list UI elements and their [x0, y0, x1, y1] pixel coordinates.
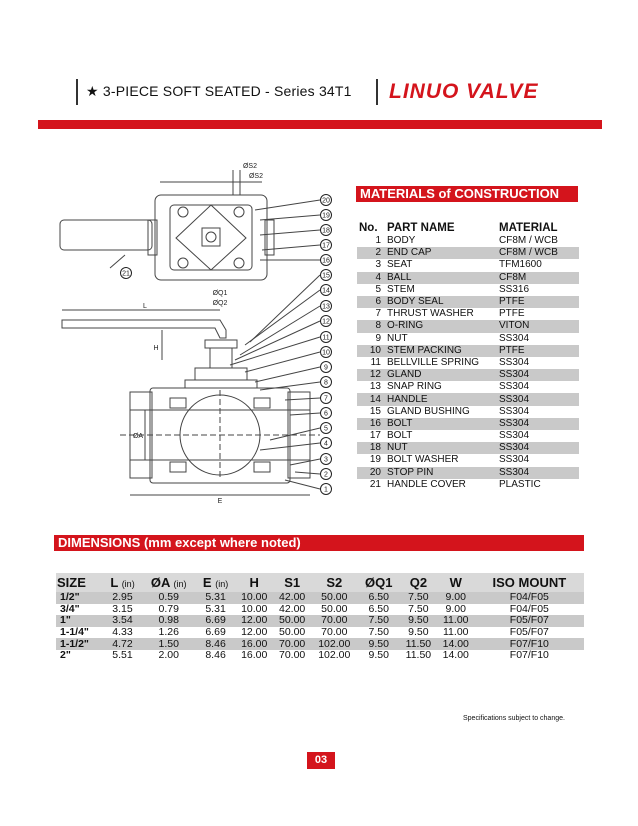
- part-material: PLASTIC: [499, 478, 541, 490]
- dim-cell: 2.95: [104, 592, 142, 604]
- svg-text:9: 9: [324, 364, 328, 372]
- dim-cell: 12.00: [241, 626, 268, 639]
- svg-text:17: 17: [322, 242, 330, 250]
- part-material: CF8M / WCB: [499, 235, 558, 247]
- dim-col-label: SIZE: [57, 575, 86, 590]
- dim-cell: 50.00: [279, 626, 306, 639]
- dim-cell: 50.00: [321, 602, 348, 615]
- dim-cell: 70.00: [321, 626, 348, 639]
- size-cell: 1-1/2": [56, 638, 104, 650]
- dim-cell: F05/F07: [475, 615, 584, 627]
- dim-col-header: [56, 573, 104, 592]
- part-name: STEM PACKING: [385, 345, 497, 357]
- dim-cell: 16.00: [235, 638, 273, 650]
- part-name: BOLT: [385, 418, 497, 430]
- dim-col-header: [400, 573, 437, 592]
- svg-text:18: 18: [322, 227, 330, 235]
- dim-cell: 9.00: [437, 592, 475, 604]
- part-name: SEAT: [387, 259, 413, 271]
- materials-heading: MATERIALS of CONSTRUCTION: [356, 186, 578, 202]
- svg-text:15: 15: [322, 272, 330, 280]
- part-material: VITON: [497, 320, 579, 332]
- dim-cell: 0.59: [142, 592, 196, 604]
- table-row: [357, 247, 579, 259]
- part-material: CF8M: [497, 272, 579, 284]
- dim-cell: 11.00: [437, 615, 475, 627]
- part-material: PTFE: [497, 345, 579, 357]
- part-material: SS304: [497, 467, 579, 479]
- dim-col-header: [273, 573, 311, 592]
- dimensions-table: [56, 573, 584, 662]
- dim-col-header: [142, 573, 196, 592]
- part-number: 5: [375, 283, 381, 295]
- dim-cell: 1.26: [158, 626, 179, 639]
- dim-col-header: [357, 573, 400, 592]
- dim-col-label: H: [249, 575, 259, 590]
- dim-cell: 70.00: [273, 638, 311, 650]
- part-number: 2: [357, 247, 385, 259]
- materials-header-row: [357, 220, 579, 235]
- brand-logo: LINUO VALVE: [389, 80, 539, 103]
- dim-cell: 11.50: [405, 649, 432, 662]
- svg-text:4: 4: [324, 440, 328, 448]
- part-material: SS304: [497, 369, 579, 381]
- dim-cell: F04/F05: [509, 602, 549, 615]
- dim-col-label: S2: [326, 575, 343, 590]
- part-number: 15: [369, 405, 381, 417]
- dim-cell: 3.54: [104, 615, 142, 627]
- dim-cell: 3.15: [112, 602, 133, 615]
- dim-cell: 12.00: [235, 615, 273, 627]
- part-name: BOLT: [387, 430, 413, 442]
- dim-cell: 0.79: [158, 602, 179, 615]
- svg-text:10: 10: [322, 349, 330, 357]
- dim-cell: 42.00: [279, 602, 306, 615]
- table-row: [357, 235, 579, 247]
- part-material: SS304: [499, 381, 530, 393]
- dimensions-header-row: [56, 573, 584, 592]
- dim-cell: 9.00: [445, 602, 466, 615]
- valve-technical-drawing: [50, 160, 350, 505]
- dim-cell: F07/F10: [509, 649, 549, 662]
- svg-text:L: L: [143, 303, 147, 310]
- table-row: [357, 333, 579, 345]
- table-row: [357, 345, 579, 357]
- table-row: [56, 615, 584, 627]
- part-name: HANDLE COVER: [387, 478, 466, 490]
- dim-cell: 70.00: [311, 615, 357, 627]
- part-name: SNAP RING: [387, 381, 442, 393]
- table-row: [357, 259, 579, 271]
- part-number: 4: [357, 272, 385, 284]
- header-divider-left: [76, 79, 78, 105]
- part-name: END CAP: [385, 247, 497, 259]
- table-row: [357, 369, 579, 381]
- col-material: MATERIAL: [499, 221, 558, 234]
- part-name: BALL: [385, 272, 497, 284]
- dim-cell: 5.31: [196, 592, 235, 604]
- part-name: BODY SEAL: [385, 296, 497, 308]
- dim-cell: 0.98: [142, 615, 196, 627]
- part-number: 6: [357, 296, 385, 308]
- part-number: 14: [357, 393, 385, 405]
- dim-cell: 10.00: [241, 602, 268, 615]
- dim-cell: 2.00: [158, 649, 179, 662]
- part-material: SS304: [499, 454, 530, 466]
- part-material: SS316: [499, 283, 530, 295]
- svg-text:6: 6: [324, 410, 328, 418]
- svg-text:14: 14: [322, 287, 330, 295]
- svg-text:E: E: [217, 498, 223, 505]
- dim-col-header: [311, 573, 357, 592]
- svg-text:ØQ2: ØQ2: [212, 300, 228, 307]
- part-material: SS304: [497, 393, 579, 405]
- dim-cell: 9.50: [400, 615, 437, 627]
- svg-text:20: 20: [322, 197, 330, 205]
- col-no: No.: [359, 221, 378, 234]
- dim-col-header: [196, 573, 235, 592]
- part-number: 7: [375, 308, 381, 320]
- part-number: 8: [357, 320, 385, 332]
- dim-cell: 6.69: [205, 626, 226, 639]
- table-row: [357, 308, 579, 320]
- table-row: [56, 638, 584, 650]
- svg-text:13: 13: [322, 303, 330, 311]
- part-material: PTFE: [499, 308, 525, 320]
- dim-cell: F04/F05: [475, 592, 584, 604]
- dim-col-label: ØA: [150, 575, 170, 590]
- dim-cell: 9.50: [408, 626, 429, 639]
- part-number: 17: [369, 430, 381, 442]
- dim-col-unit: (in): [121, 579, 135, 589]
- dim-col-label: Q2: [409, 575, 428, 590]
- part-name: STEM: [387, 283, 415, 295]
- dim-col-unit: (in): [173, 579, 187, 589]
- part-material: SS304: [497, 418, 579, 430]
- size-cell: 2": [60, 649, 71, 662]
- dim-col-label: S1: [284, 575, 301, 590]
- part-name: STOP PIN: [385, 467, 497, 479]
- part-number: 20: [357, 467, 385, 479]
- table-row: [56, 627, 584, 639]
- table-row: [357, 320, 579, 332]
- table-row: [56, 604, 584, 616]
- dim-cell: 9.50: [368, 649, 389, 662]
- part-name: NUT: [387, 332, 408, 344]
- dim-cell: 14.00: [442, 649, 469, 662]
- dim-cell: 102.00: [318, 649, 351, 662]
- table-row: [357, 454, 579, 466]
- table-row: [357, 467, 579, 479]
- part-number: 19: [369, 454, 381, 466]
- dim-cell: 1.50: [142, 638, 196, 650]
- part-name: GLAND BUSHING: [387, 405, 470, 417]
- table-row: [357, 442, 579, 454]
- col-part-name: PART NAME: [387, 221, 455, 234]
- part-material: SS304: [499, 405, 530, 417]
- svg-text:ØS2: ØS2: [248, 173, 264, 180]
- dim-col-label: E: [202, 575, 212, 590]
- part-material: TFM1600: [499, 259, 542, 271]
- dim-cell: F07/F10: [475, 638, 584, 650]
- dim-cell: 5.51: [112, 649, 133, 662]
- part-name: O-RING: [385, 320, 497, 332]
- materials-table: [357, 220, 579, 491]
- size-cell: 3/4": [60, 602, 80, 615]
- specifications-note: Specifications subject to change.: [463, 715, 565, 722]
- part-number: 21: [369, 478, 381, 490]
- part-name: BODY: [387, 235, 416, 247]
- dim-col-label: L: [110, 575, 119, 590]
- table-row: [357, 406, 579, 418]
- dim-cell: 7.50: [400, 592, 437, 604]
- part-number: 18: [357, 442, 385, 454]
- dim-cell: 4.72: [104, 638, 142, 650]
- svg-text:8: 8: [324, 379, 328, 387]
- dim-cell: 50.00: [273, 615, 311, 627]
- dim-cell: 102.00: [311, 638, 357, 650]
- dim-cell: 6.50: [357, 592, 400, 604]
- svg-text:1: 1: [324, 486, 328, 494]
- part-material: SS304: [499, 356, 530, 368]
- dim-cell: 11.00: [443, 626, 469, 639]
- part-number: 10: [357, 345, 385, 357]
- dim-col-label: W: [449, 575, 462, 590]
- svg-text:11: 11: [322, 334, 330, 342]
- part-material: PTFE: [497, 296, 579, 308]
- size-cell: 1-1/4": [60, 626, 89, 639]
- part-name: HANDLE: [385, 393, 497, 405]
- part-name: GLAND: [385, 369, 497, 381]
- part-material: SS304: [497, 442, 579, 454]
- table-row: [357, 357, 579, 369]
- table-row: [357, 272, 579, 284]
- svg-text:2: 2: [324, 471, 328, 479]
- dim-cell: 6.50: [368, 602, 389, 615]
- size-cell: 1/2": [56, 592, 104, 604]
- dim-cell: 42.00: [273, 592, 311, 604]
- page-title: ★ 3-PIECE SOFT SEATED - Series 34T1: [86, 83, 352, 99]
- svg-text:ØA: ØA: [132, 433, 144, 440]
- svg-text:12: 12: [322, 318, 330, 326]
- dimensions-heading: DIMENSIONS (mm except where noted): [54, 535, 584, 551]
- part-number: 11: [370, 356, 381, 368]
- part-number: 16: [357, 418, 385, 430]
- part-number: 12: [357, 369, 385, 381]
- table-row: [357, 430, 579, 442]
- dim-col-header: [104, 573, 142, 592]
- header-red-band: [38, 120, 602, 129]
- part-number: 13: [369, 381, 381, 393]
- dim-cell: 11.50: [400, 638, 437, 650]
- dim-cell: 7.50: [357, 615, 400, 627]
- dim-cell: 9.50: [357, 638, 400, 650]
- svg-text:ØQ1: ØQ1: [212, 290, 228, 297]
- dim-cell: F05/F07: [509, 626, 549, 639]
- dim-col-header: [235, 573, 273, 592]
- svg-text:7: 7: [324, 395, 328, 403]
- svg-text:21: 21: [122, 270, 130, 278]
- part-material: SS304: [499, 332, 530, 344]
- svg-text:5: 5: [324, 425, 328, 433]
- part-name: BELLVILLE SPRING: [387, 356, 480, 368]
- dim-col-header: [437, 573, 475, 592]
- page-number: 03: [307, 752, 335, 769]
- svg-text:ØS2: ØS2: [242, 163, 258, 170]
- table-row: [357, 418, 579, 430]
- dim-cell: 7.50: [408, 602, 429, 615]
- part-name: THRUST WASHER: [387, 308, 474, 320]
- size-cell: 1": [56, 615, 104, 627]
- table-row: [357, 296, 579, 308]
- dim-cell: 70.00: [279, 649, 306, 662]
- part-material: CF8M / WCB: [497, 247, 579, 259]
- svg-text:16: 16: [322, 257, 330, 265]
- part-name: BOLT WASHER: [387, 454, 459, 466]
- dim-cell: 6.69: [196, 615, 235, 627]
- part-number: 1: [375, 235, 381, 247]
- dim-col-label: ØQ1: [365, 575, 393, 590]
- table-row: [357, 479, 579, 491]
- dim-cell: 14.00: [437, 638, 475, 650]
- svg-text:3: 3: [324, 456, 328, 464]
- table-row: [357, 381, 579, 393]
- dim-cell: 7.50: [368, 626, 389, 639]
- dim-cell: 5.31: [205, 602, 226, 615]
- dim-cell: 8.46: [205, 649, 226, 662]
- part-material: SS304: [499, 430, 530, 442]
- table-row: [56, 592, 584, 604]
- dim-col-label: ISO MOUNT: [492, 575, 567, 590]
- part-number: 3: [375, 259, 381, 271]
- header-divider-right: [376, 79, 378, 105]
- dim-cell: 4.33: [112, 626, 133, 639]
- dim-cell: 10.00: [235, 592, 273, 604]
- svg-text:19: 19: [322, 212, 330, 220]
- dim-cell: 16.00: [241, 649, 268, 662]
- part-name: NUT: [385, 442, 497, 454]
- part-number: 9: [375, 332, 381, 344]
- dim-cell: 8.46: [196, 638, 235, 650]
- dim-col-unit: (in): [215, 579, 229, 589]
- table-row: [357, 284, 579, 296]
- dim-col-header: [475, 573, 584, 592]
- dim-cell: 50.00: [311, 592, 357, 604]
- table-row: [56, 650, 584, 662]
- svg-text:H: H: [153, 345, 159, 352]
- table-row: [357, 393, 579, 405]
